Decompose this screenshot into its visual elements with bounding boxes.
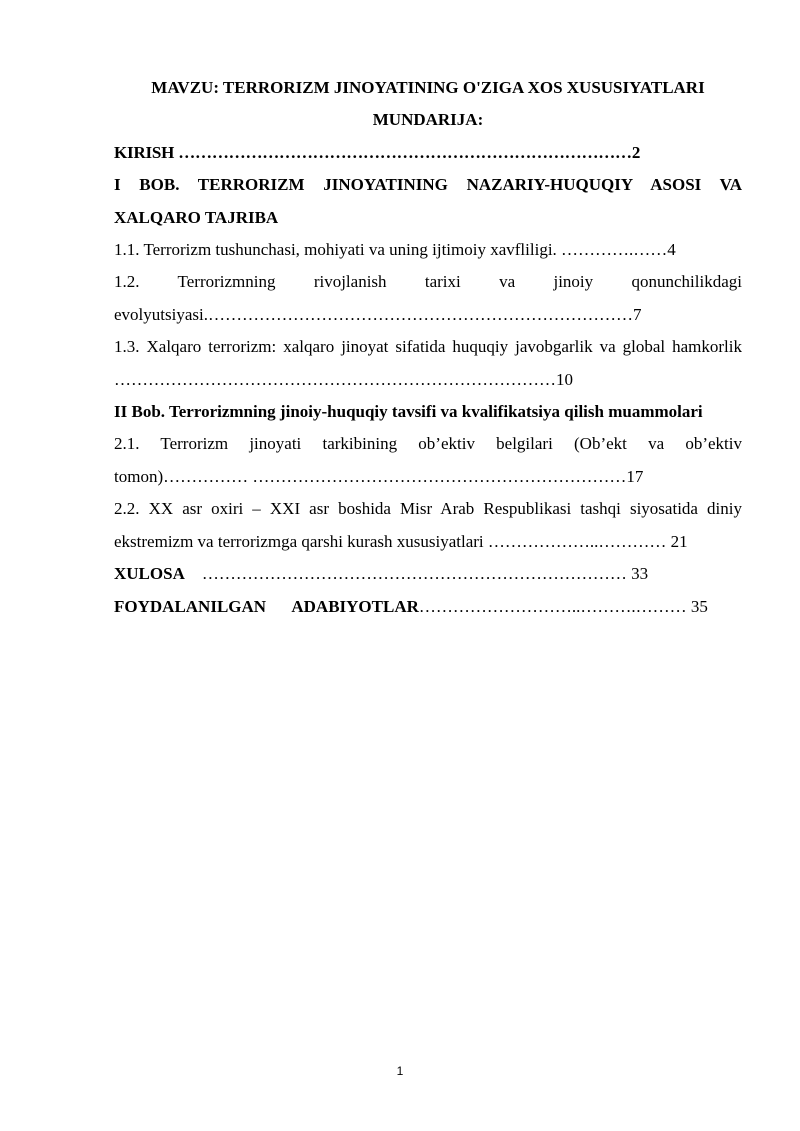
toc-chapter-1-heading: I BOB. TERRORIZM JINOYATINING NAZARIY-HUQUQIY ASOSI VA XALQARO TAJRIBA: [114, 175, 742, 227]
toc-entry-1-2-line2: evolyutsiyasi.…………………………………………………………………7: [114, 304, 642, 324]
toc-chapter-2-heading: II Bob. Terrorizmning jinoiy-huquqiy tavsifi va kvalifikatsiya qilish muammolari: [114, 402, 703, 422]
toc-entry-foydalanilgan-leader: ………………………..……….……… 35: [418, 596, 708, 616]
page-number: 1: [396, 1064, 404, 1078]
toc-entry-1-1: 1.1. Terrorizm tushunchasi, mohiyati va uning ijtimoiy xavfliligi. ………….……4: [114, 240, 676, 260]
toc-entry-foydalanilgan: [114, 591, 742, 623]
toc-entry-xulosa-label: XULOSA: [114, 564, 185, 584]
toc-entry-2-1: 2.1. Terrorizm jinoyati tarkibining ob’ektiv belgilari (Ob’ekt va ob’ektiv tomon)…………… …………………………………………………………17: [114, 434, 742, 486]
document-title: MAVZU: TERRORIZM JINOYATINING O'ZIGA XOS XUSUSIYATLARI: [151, 78, 705, 97]
toc-entry-kirish: KIRISH ………………………………………………………………………2: [114, 142, 641, 162]
document-page: [114, 72, 742, 623]
toc-entry-xulosa: [114, 558, 742, 590]
toc-entry-xulosa-leader: ………………………………………………………………… 33: [201, 564, 649, 584]
toc-entry-2-2: 2.2. XX asr oxiri – XXI asr boshida Misr Arab Respublikasi tashqi siyosatida diniy ekstremizm va terrorizmga qarshi kurash xususiyatlari ………………..………… 21: [114, 499, 742, 551]
toc-entry-foydalanilgan-label: FOYDALANILGAN ADABIYOTLAR: [114, 596, 419, 616]
toc-entry-1-3: 1.3. Xalqaro terrorizm: xalqaro jinoyat sifatida huquqiy javobgarlik va global hamkorlik ……………………………………………………………………10: [114, 337, 742, 389]
toc-entry-1-2-line1: 1.2. Terrorizmning rivojlanish tarixi va jinoiy qonunchilikdagi: [114, 272, 742, 292]
toc-heading: MUNDARIJA:: [372, 110, 484, 130]
